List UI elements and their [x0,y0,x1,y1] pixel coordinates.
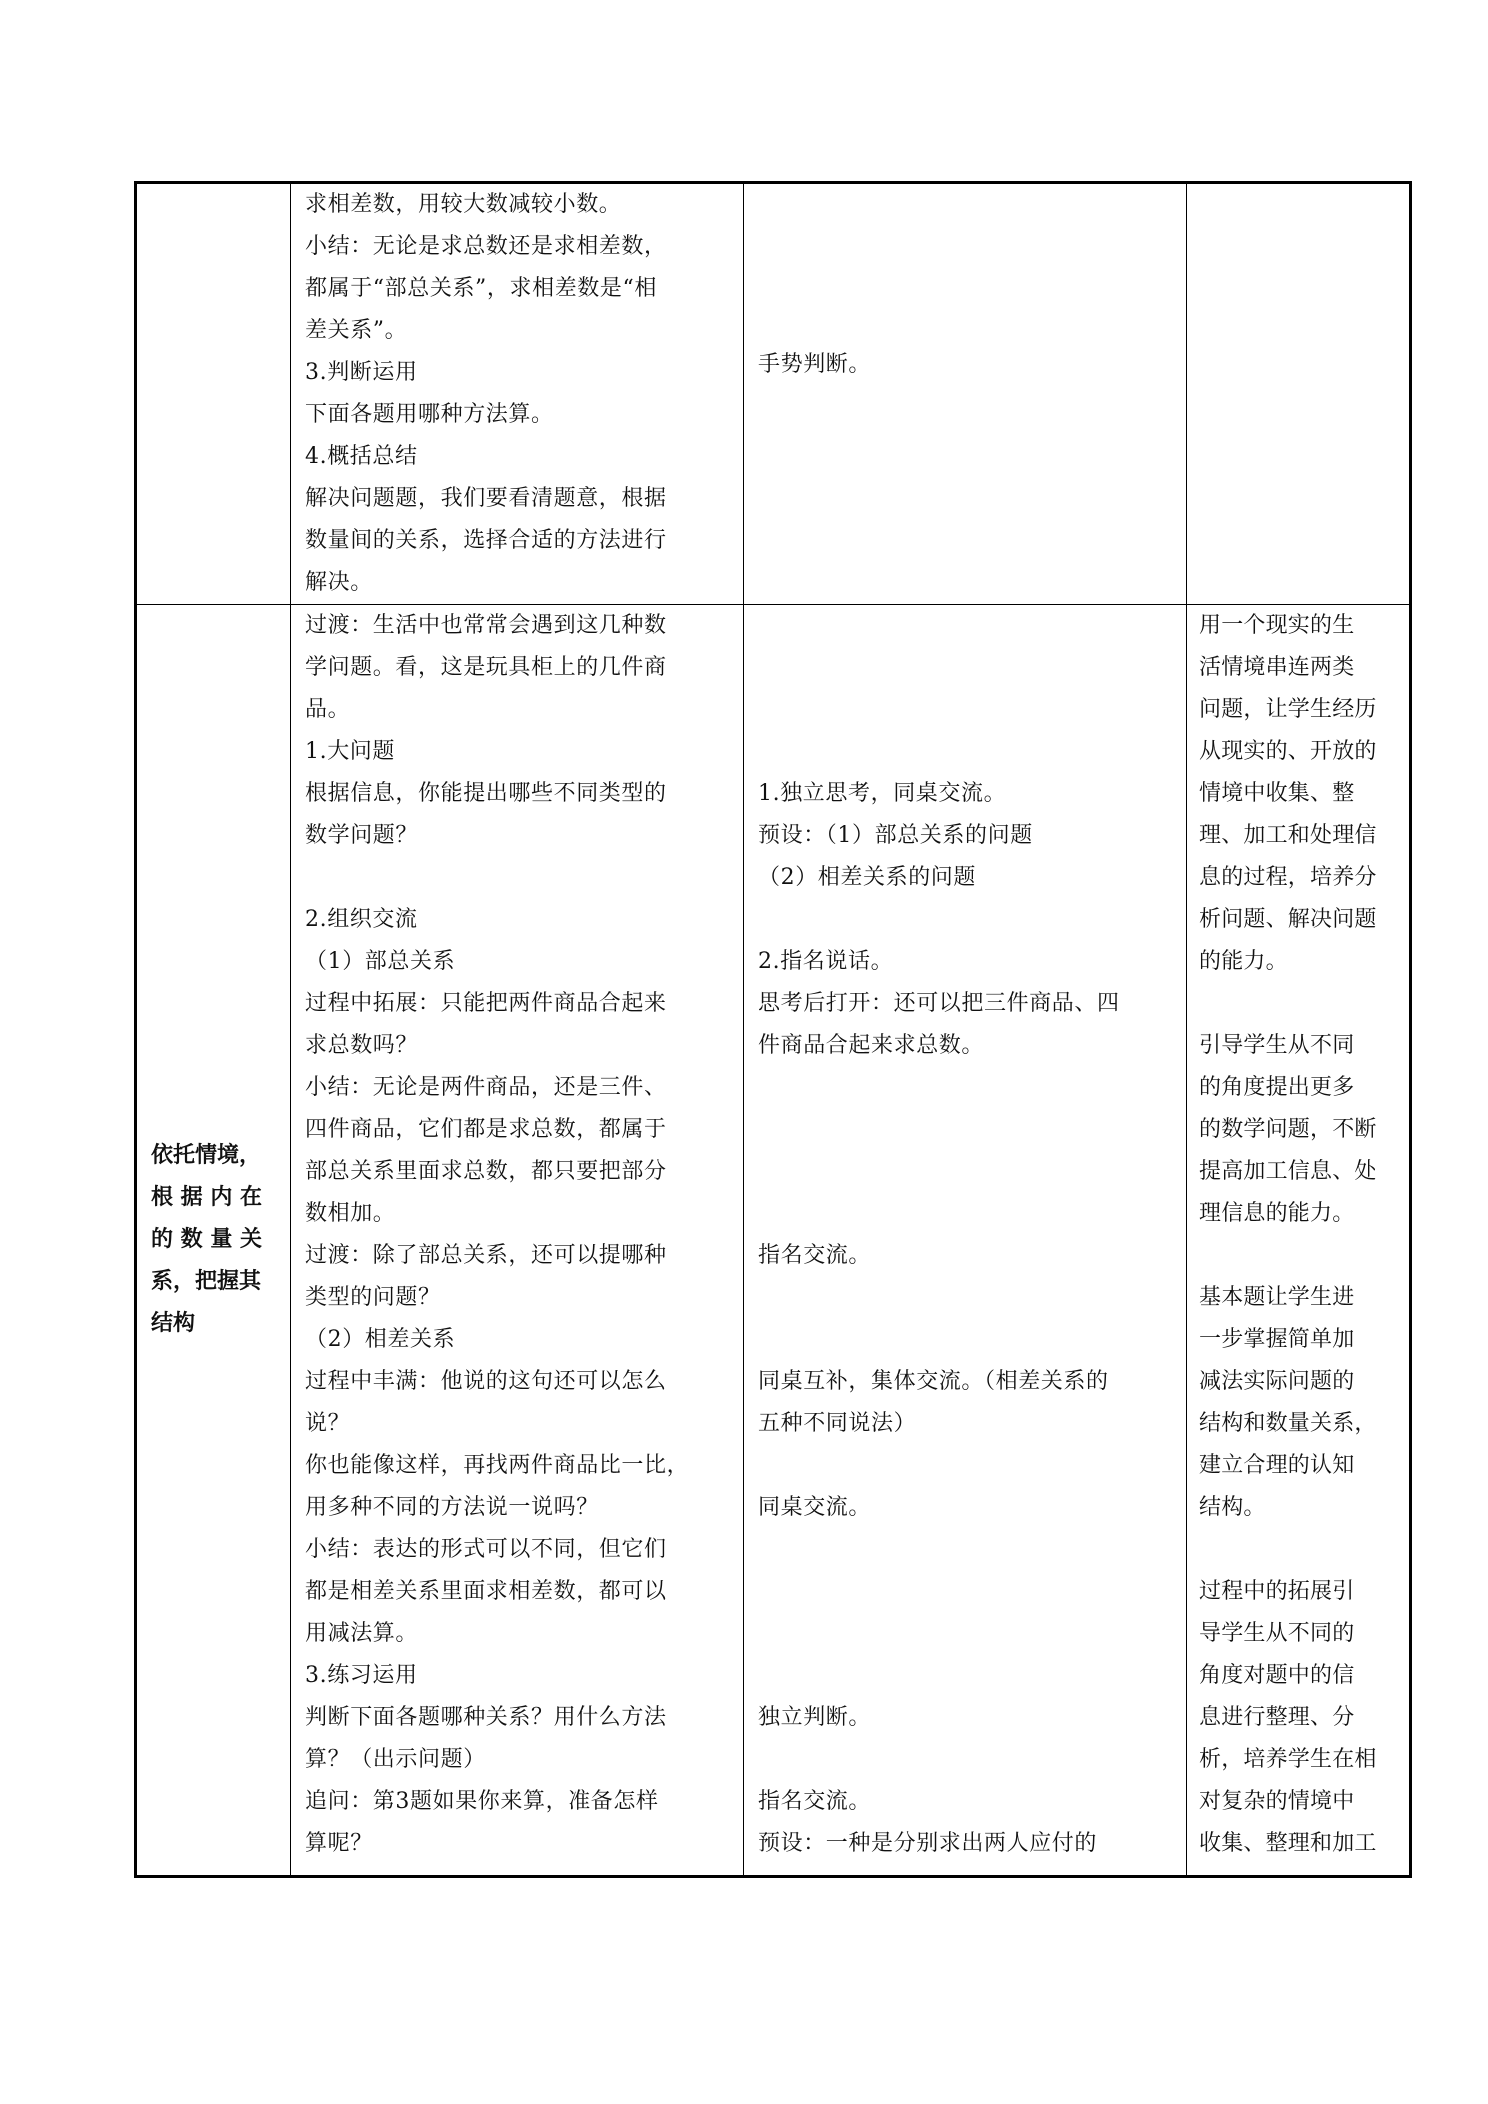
design-intent-cell-empty [1187,183,1411,605]
activity-line: 解决。 [305,570,373,595]
activity-line: 2.组织交流 [305,907,418,932]
activity-line: 追问：第3题如果你来算，准备怎样 [305,1789,659,1814]
stage-label-line: 结构 [151,1311,196,1336]
stage-label-line: 根 据 内 在 [151,1185,262,1210]
stage-label [137,1135,290,1345]
intent-line: 理信息的能力。 [1199,1201,1355,1226]
student-line: 2.指名说话。 [758,949,894,974]
activity-line: 说？ [305,1411,351,1436]
student-line: 五种不同说法） [758,1411,917,1436]
activity-line: 品。 [305,697,351,722]
activity-line: 部总关系里面求总数，都只要把部分 [305,1159,667,1184]
intent-line: 问题，让学生经历 [1199,697,1377,722]
activity-line: 过程中丰满：他说的这句还可以怎么 [305,1369,667,1394]
activity-line: 算呢？ [305,1831,373,1856]
activity-line: 小结：表达的形式可以不同，但它们 [305,1537,667,1562]
intent-line: 对复杂的情境中 [1199,1789,1355,1814]
activity-line: 四件商品，它们都是求总数，都属于 [305,1117,667,1142]
activity-line: 用多种不同的方法说一说吗？ [305,1495,599,1520]
intent-line: 析问题、解决问题 [1199,907,1377,932]
intent-line: 基本题让学生进 [1199,1285,1355,1310]
activity-line: 过程中拓展：只能把两件商品合起来 [305,991,667,1016]
intent-line: 提高加工信息、处 [1199,1159,1377,1184]
intent-line: 析，培养学生在相 [1199,1747,1377,1772]
activity-line: 都是相差关系里面求相差数，都可以 [305,1579,667,1604]
intent-line: 的能力。 [1199,949,1288,974]
activity-line: 都属于“部总关系”，求相差数是“相 [305,276,657,301]
student-line: 预设：（1）部总关系的问题 [758,823,1033,848]
student-line: 指名交流。 [758,1789,872,1814]
student-line: 独立判断。 [758,1705,872,1730]
activity-line: 数学问题？ [305,823,419,848]
stage-cell-empty [136,183,291,605]
stage-cell [136,605,291,1877]
activity-line: 小结：无论是求总数还是求相差数， [305,234,667,259]
student-line: （2）相差关系的问题 [758,865,976,890]
activity-line: 根据信息，你能提出哪些不同类型的 [305,781,667,806]
activity-line: 解决问题题，我们要看清题意，根据 [305,486,667,511]
student-line: 指名交流。 [758,1243,872,1268]
intent-line: 息的过程，培养分 [1199,865,1377,890]
activity-line: （2）相差关系 [305,1327,456,1352]
student-line: 同桌交流。 [758,1495,872,1520]
teacher-activity-cell [291,605,744,1877]
student-line: 思考后打开：还可以把三件商品、四 [758,991,1120,1016]
stage-label-line: 依托情境， [151,1143,262,1168]
activity-line: 数相加。 [305,1201,396,1226]
teacher-activity-cell [291,183,744,605]
intent-line: 的角度提出更多 [1199,1075,1355,1100]
activity-line: 数量间的关系，选择合适的方法进行 [305,528,667,553]
student-line: 同桌互补，集体交流。（相差关系的 [758,1369,1109,1394]
student-line: 预设：一种是分别求出两人应付的 [758,1831,1098,1856]
activity-line: 小结：无论是两件商品，还是三件、 [305,1075,667,1100]
intent-line: 收集、整理和加工 [1199,1831,1377,1856]
intent-line: 引导学生从不同 [1199,1033,1355,1058]
lesson-plan-table [134,181,1412,1878]
student-activity-cell [744,183,1187,605]
table-row [136,605,1411,1877]
activity-line: 你也能像这样，再找两件商品比一比， [305,1453,690,1478]
activity-line: 求总数吗？ [305,1033,419,1058]
activity-line: 3.判断运用 [305,360,418,385]
stage-label-line: 系，把握其 [151,1269,262,1294]
activity-line: 用减法算。 [305,1621,419,1646]
activity-line: 下面各题用哪种方法算。 [305,402,554,427]
activity-line: 差关系”。 [305,318,408,343]
student-activity-cell [744,605,1187,1877]
intent-line: 理、加工和处理信 [1199,823,1377,848]
intent-line: 导学生从不同的 [1199,1621,1355,1646]
activity-line: 求相差数，用较大数减较小数。 [305,192,622,217]
intent-line: 息进行整理、分 [1199,1705,1355,1730]
design-intent-cell [1187,605,1411,1877]
activity-line: 3.练习运用 [305,1663,418,1688]
activity-line: 过渡：生活中也常常会遇到这几种数 [305,613,667,638]
student-line: 件商品合起来求总数。 [758,1033,985,1058]
activity-line: 学问题。看，这是玩具柜上的几件商 [305,655,667,680]
intent-line: 建立合理的认知 [1199,1453,1355,1478]
intent-line: 情境中收集、整 [1199,781,1355,806]
student-line: 1.独立思考，同桌交流。 [758,781,1007,806]
intent-line: 结构和数量关系， [1199,1411,1377,1436]
activity-line: 算？（出示问题） [305,1747,486,1772]
activity-line: 类型的问题？ [305,1285,441,1310]
table-row [136,183,1411,605]
activity-line: 1.大问题 [305,739,395,764]
activity-line: 过渡：除了部总关系，还可以提哪种 [305,1243,667,1268]
intent-line: 过程中的拓展引 [1199,1579,1355,1604]
intent-line: 减法实际问题的 [1199,1369,1355,1394]
intent-line: 从现实的、开放的 [1199,739,1377,764]
intent-line: 活情境串连两类 [1199,655,1355,680]
intent-line: 一步掌握简单加 [1199,1327,1355,1352]
activity-line: （1）部总关系 [305,949,456,974]
intent-line: 角度对题中的信 [1199,1663,1355,1688]
stage-label-line: 的 数 量 关 [151,1227,262,1252]
intent-line: 用一个现实的生 [1199,613,1355,638]
intent-line: 的数学问题，不断 [1199,1117,1377,1142]
intent-line: 结构。 [1199,1495,1266,1520]
student-line: 手势判断。 [758,352,872,377]
activity-line: 判断下面各题哪种关系？用什么方法 [305,1705,667,1730]
activity-line: 4.概括总结 [305,444,418,469]
